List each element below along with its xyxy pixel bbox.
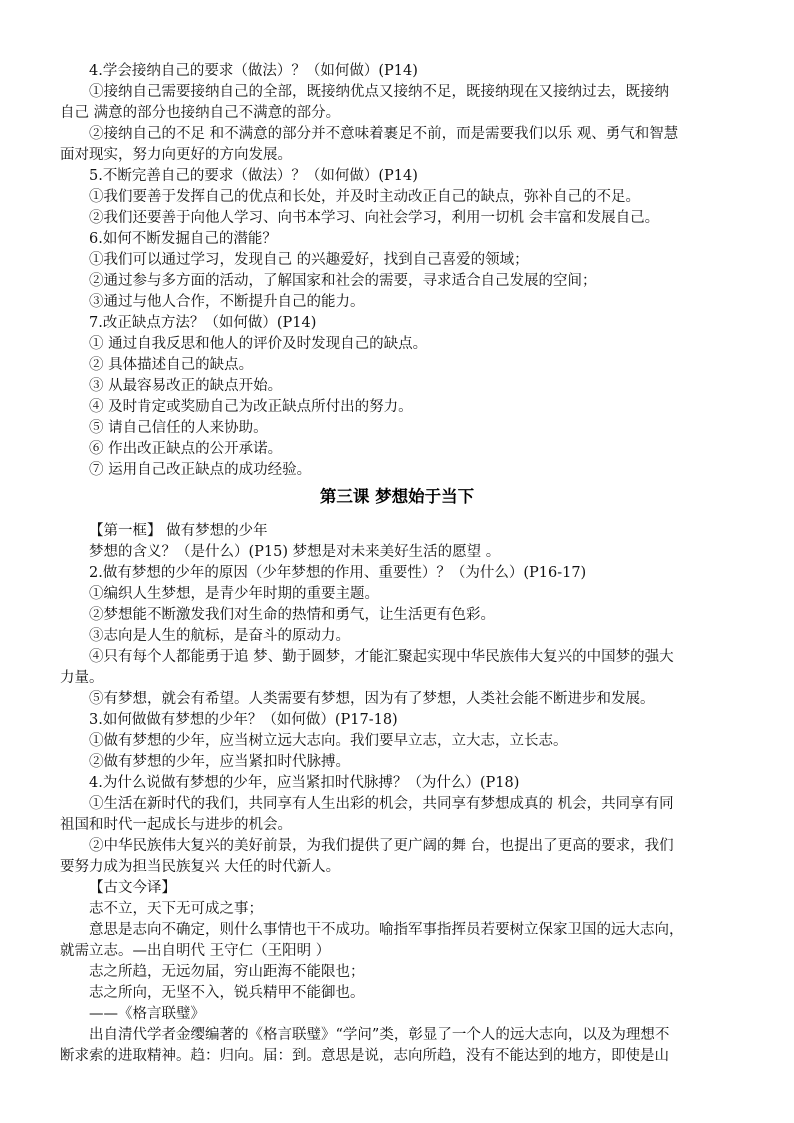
text-line: ①编织人生梦想，是青少年时期的重要主题。 <box>89 586 379 602</box>
text-line: ②通过参与多方面的活动，了解国家和社会的需要，寻求适合自己发展的空间； <box>89 273 597 289</box>
heading-why-have-dreams: 2.做有梦想的少年的原因（少年梦想的作用、重要性）？（为什么）(P16-17) <box>89 565 587 581</box>
heading-discover-potential: 6.如何不断发掘自己的潜能？ <box>89 231 277 247</box>
text-line: 面对现实，努力向更好的方向发展。 <box>60 147 292 163</box>
list-item: ⑦ 运用自己改正缺点的成功经验。 <box>89 462 312 478</box>
text-line: ⑤有梦想，就会有希望。人类需要有梦想，因为有了梦想，人类社会能不断进步和发展。 <box>89 691 655 707</box>
heading-fix-shortcomings: 7.改正缺点方法？（如何做）(P14) <box>89 315 317 331</box>
text-line: ①我们要善于发挥自己的优点和长处，并及时主动改正自己的缺点，弥补自己的不足。 <box>89 189 640 205</box>
text-line: 出自清代学者金缨编著的《格言联璧》“学问”类，彰显了一个人的远大志向，以及为理想不 <box>89 1027 670 1043</box>
text-line: ②接纳自己的不足 和不满意的部分并不意味着裹足不前，而是需要我们以乐 观、勇气和智慧 <box>89 126 679 142</box>
text-line: ③通过与他人合作，不断提升自己的能力。 <box>89 294 365 310</box>
text-line: 力量。 <box>60 670 104 686</box>
heading-how-to-dream: 3.如何做做有梦想的少年？（如何做）(P17-18) <box>89 712 398 728</box>
lesson-title: 第三课 梦想始于当下 <box>319 487 475 506</box>
text-line: ①生活在新时代的我们，共同享有人生出彩的机会，共同享有梦想成真的 机会，共同享有同 <box>89 796 674 812</box>
text-line: ②中华民族伟大复兴的美好前景，为我们提供了更广阔的舞 台，也提出了更高的要求，我们 <box>89 838 674 854</box>
subsection-heading: 【第一框】 做有梦想的少年 <box>89 523 268 539</box>
text-line: ①做有梦想的少年，应当树立远大志向。我们要早立志，立大志，立长志。 <box>89 733 568 749</box>
text-line: ②做有梦想的少年，应当紧扣时代脉搏。 <box>89 754 350 770</box>
subsection-heading-classical: 【古文今译】 <box>89 880 176 896</box>
text-line: 祖国和时代一起成长与进步的机会。 <box>60 817 292 833</box>
text-line: 自己 满意的部分也接纳自己不满意的部分。 <box>60 105 341 121</box>
text-line: 梦想的含义？（是什么）(P15) 梦想是对未来美好生活的愿望 。 <box>89 544 501 560</box>
quote-line: 志不立，天下无可成之事； <box>89 901 263 917</box>
list-item: ⑤ 请自己信任的人来协助。 <box>89 420 268 436</box>
heading-improve-self-requirements: 5.不断完善自己的要求（做法）？（如何做）(P14) <box>89 168 418 184</box>
text-line: ②我们还要善于向他人学习、向书本学习、向社会学习，利用一切机 会丰富和发展自己。 <box>89 210 660 226</box>
text-line: ②梦想能不断激发我们对生命的热情和勇气，让生活更有色彩。 <box>89 607 495 623</box>
text-line: 断求索的进取精神。趋：归向。届：到。意思是说，志向所趋，没有不能达到的地方，即使是山 <box>60 1048 669 1064</box>
text-line: 要努力成为担当民族复兴 大任的时代新人。 <box>60 859 341 875</box>
heading-accept-self-requirements: 4.学会接纳自己的要求（做法）？（如何做）(P14) <box>89 63 418 79</box>
list-item: ② 具体描述自己的缺点。 <box>89 357 254 373</box>
text-line: ①我们可以通过学习，发现自己 的兴趣爱好，找到自己喜爱的领域； <box>89 252 529 268</box>
quote-source: ——《格言联璧》 <box>89 1006 205 1022</box>
heading-why-keep-pace: 4.为什么说做有梦想的少年，应当紧扣时代脉搏？（为什么）(P18) <box>89 775 520 791</box>
text-line: 意思是志向不确定，则什么事情也干不成功。喻指军事指挥员若要树立保家卫国的远大志向， <box>89 922 684 938</box>
text-line: ①接纳自己需要接纳自己的全部，既接纳优点又接纳不足，既接纳现在又接纳过去，既接纳 <box>89 84 669 100</box>
text-line: 就需立志。—出自明代 王守仁（王阳明 ） <box>60 943 331 959</box>
list-item: ③ 从最容易改正的缺点开始。 <box>89 378 283 394</box>
text-line: ③志向是人生的航标，是奋斗的原动力。 <box>89 628 350 644</box>
text-line: ④只有每个人都能勇于追 梦、勤于圆梦，才能汇聚起实现中华民族伟大复兴的中国梦的强大 <box>89 649 674 665</box>
list-item: ① 通过自我反思和他人的评价及时发现自己的缺点。 <box>89 336 428 352</box>
quote-line: 志之所趋，无远勿届，穷山距海不能限也； <box>89 964 365 980</box>
list-item: ④ 及时肯定或奖励自己为改正缺点所付出的努力。 <box>89 399 413 415</box>
list-item: ⑥ 作出改正缺点的公开承诺。 <box>89 441 283 457</box>
quote-line: 志之所向，无坚不入，锐兵精甲不能御也。 <box>89 985 365 1001</box>
